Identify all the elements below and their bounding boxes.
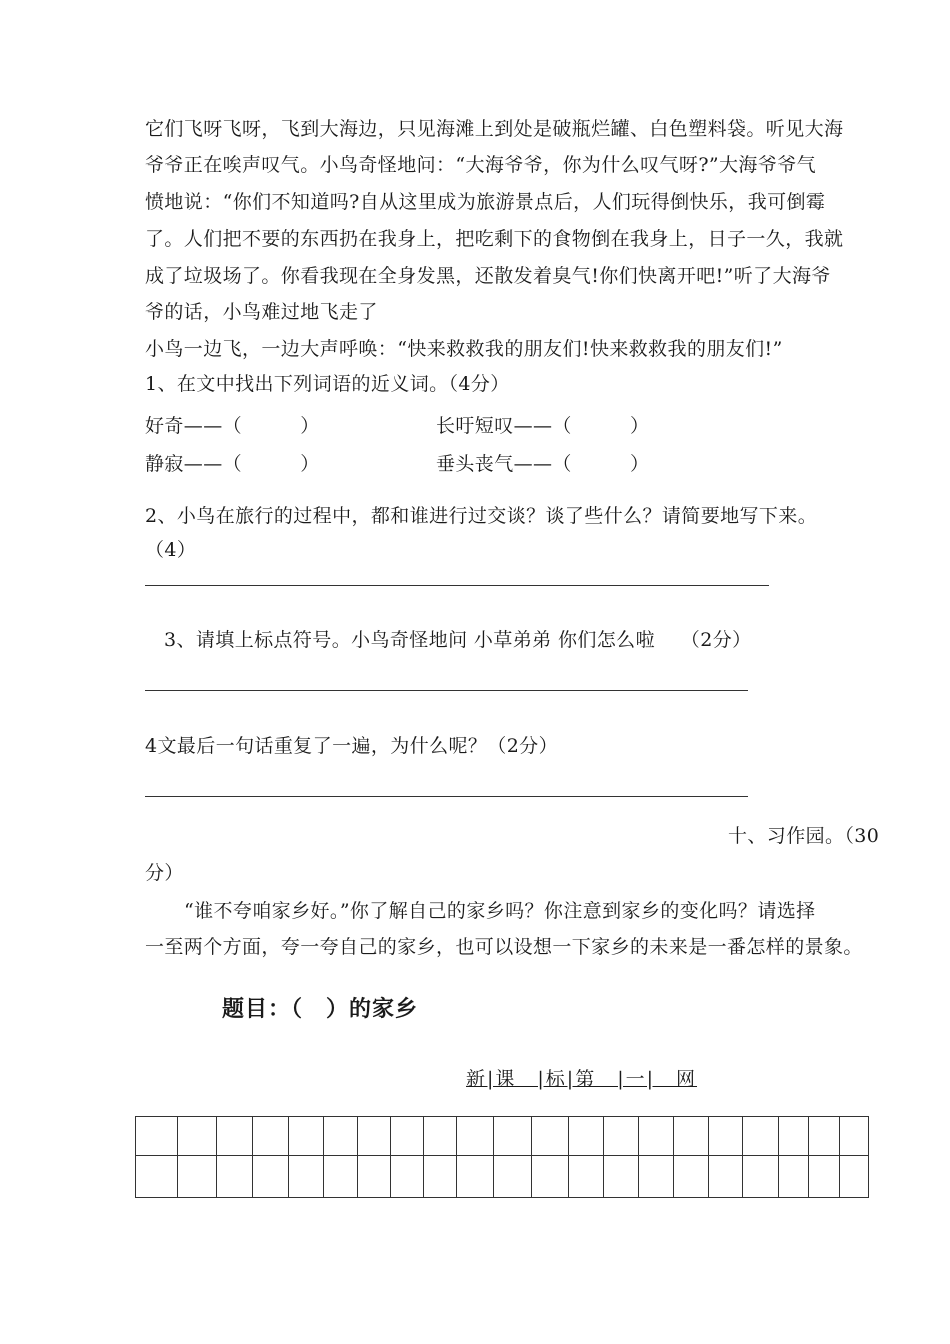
grid-col-divider: [638, 1117, 639, 1197]
question-2-score: （4）: [145, 539, 197, 561]
section-heading: 十、习作园。（30: [728, 825, 880, 847]
synonym-item: 长吁短叹——（ ）: [436, 415, 650, 437]
grid-col-divider: [216, 1117, 217, 1197]
grid-col-divider: [568, 1117, 569, 1197]
grid-col-divider: [390, 1117, 391, 1197]
grid-col-divider: [456, 1117, 457, 1197]
question-1: 1、在文中找出下列词语的近义词。（4分）: [145, 373, 510, 395]
story-line: 小鸟一边飞，一边大声呼唤：“快来救救我的朋友们!快来救救我的朋友们!”: [145, 338, 783, 360]
synonym-item: 静寂——（ ）: [145, 453, 320, 475]
story-line: 爷爷正在唉声叹气。小鸟奇怪地问：“大海爷爷，你为什么叹气呀?”大海爷爷气: [145, 154, 817, 176]
grid-col-divider: [778, 1117, 779, 1197]
grid-col-divider: [708, 1117, 709, 1197]
writing-grid[interactable]: [135, 1116, 869, 1198]
synonym-item: 垂头丧气——（ ）: [436, 453, 650, 475]
answer-line[interactable]: [145, 585, 769, 586]
composition-prompt: 一至两个方面，夸一夸自己的家乡，也可以设想一下家乡的未来是一番怎样的景象。: [145, 936, 863, 958]
watermark-text: 新|课 |标|第 |一| 网: [466, 1068, 698, 1090]
composition-prompt: “谁不夸咱家乡好。”你了解自己的家乡吗？你注意到家乡的变化吗？请选择: [184, 900, 816, 922]
question-3: 3、请填上标点符号。小鸟奇怪地问 小草弟弟 你们怎么啦 （2分）: [164, 629, 752, 651]
answer-line[interactable]: [145, 796, 748, 797]
grid-col-divider: [493, 1117, 494, 1197]
grid-col-divider: [357, 1117, 358, 1197]
grid-row-divider: [136, 1155, 868, 1156]
story-line: 成了垃圾场了。你看我现在全身发黑，还散发着臭气!你们快离开吧!”听了大海爷: [145, 265, 831, 287]
grid-col-divider: [423, 1117, 424, 1197]
answer-line[interactable]: [145, 690, 748, 691]
grid-col-divider: [603, 1117, 604, 1197]
grid-col-divider: [252, 1117, 253, 1197]
grid-col-divider: [742, 1117, 743, 1197]
story-line: 了。人们把不要的东西扔在我身上，把吃剩下的食物倒在我身上，日子一久，我就: [145, 228, 844, 250]
composition-title: 题目：（ ）的家乡: [222, 997, 419, 1022]
grid-col-divider: [808, 1117, 809, 1197]
story-line: 爷的话，小鸟难过地飞走了: [145, 301, 378, 323]
grid-col-divider: [288, 1117, 289, 1197]
grid-col-divider: [177, 1117, 178, 1197]
story-line: 愤地说：“你们不知道吗?自从这里成为旅游景点后，人们玩得倒快乐，我可倒霉: [145, 191, 826, 213]
section-heading-tail: 分）: [145, 862, 184, 884]
grid-col-divider: [323, 1117, 324, 1197]
grid-col-divider: [839, 1117, 840, 1197]
question-4: 4文最后一句话重复了一遍，为什么呢？（2分）: [145, 735, 558, 757]
grid-col-divider: [531, 1117, 532, 1197]
grid-col-divider: [673, 1117, 674, 1197]
question-2: 2、小鸟在旅行的过程中，都和谁进行过交谈？谈了些什么？请简要地写下来。: [145, 505, 818, 527]
synonym-item: 好奇——（ ）: [145, 415, 320, 437]
story-line: 它们飞呀飞呀，飞到大海边，只见海滩上到处是破瓶烂罐、白色塑料袋。听见大海: [145, 118, 844, 140]
